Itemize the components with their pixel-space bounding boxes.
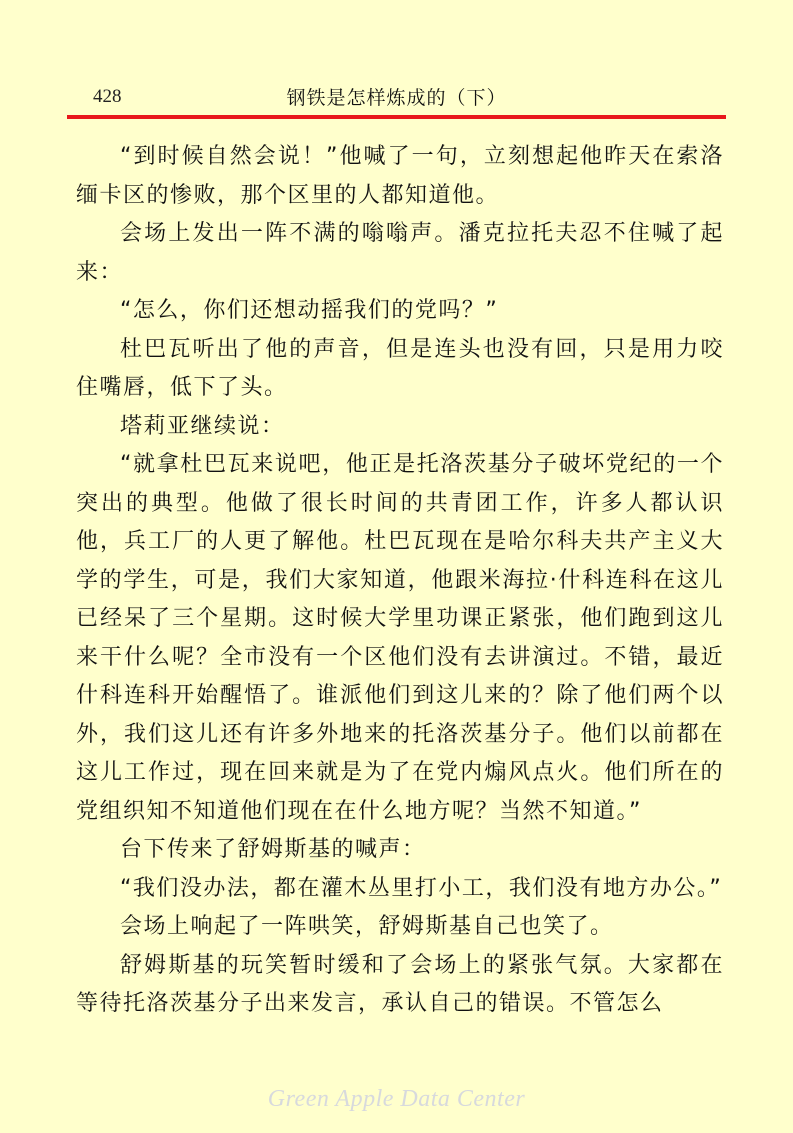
paragraph: 塔莉亚继续说： (120, 413, 285, 439)
running-title: 钢铁是怎样炼成的（下） (286, 87, 507, 109)
paragraph: 会场上响起了一阵哄笑，舒姆斯基自己也笑了。 (120, 914, 614, 939)
paragraph: “就拿杜巴瓦来说吧，他正是托洛茨基分子破坏党纪的一个突出的典型。他做了很长时间的共青团工作，许多人都认识他，兵工厂的人更了解他。杜巴瓦现在是哈尔科夫共产主义大学的学生，可是，我们大家知道，他跟米海拉·什科连科在这儿已经呆了三个星期。这时候大学里功课正紧张，他们跑到这儿来干什么呢？全市没有一个区他们没有去讲演过。不错，最近什科连科开始醒悟了。谁派他们到这儿来的？除了他们两个以外，我们这儿还有许多外地来的托洛茨基分子。他们以前都在这儿工作过，现在回来就是为了在党内煽风点火。他们所在的党组织知不知道他们现在在什么地方呢？当然不知道。” (76, 452, 724, 824)
header-rule (67, 115, 726, 119)
paragraph: 杜巴瓦听出了他的声音，但是连头也没有回，只是用力咬住嘴唇，低下了头。 (76, 336, 724, 400)
paragraph: “到时候自然会说！”他喊了一句，立刻想起他昨天在索洛缅卡区的惨败，那个区里的人都知道他。 (76, 144, 724, 208)
paragraph: “我们没办法，都在灌木丛里打小工，我们没有地方办公。” (120, 875, 723, 901)
paragraph: 舒姆斯基的玩笑暂时缓和了会场上的紧张气氛。大家都在等待托洛茨基分子出来发言，承认自己的错误。不管怎么 (76, 952, 724, 1016)
paragraph: 会场上发出一阵不满的嗡嗡声。潘克拉托夫忍不住喊了起来： (76, 221, 724, 285)
page-header (67, 80, 726, 116)
watermark: Green Apple Data Center (267, 1086, 526, 1112)
page-number: 428 (93, 86, 122, 107)
paragraph: “怎么，你们还想动摇我们的党吗？” (120, 298, 499, 323)
paragraph: 台下传来了舒姆斯基的喊声： (120, 837, 426, 862)
body-text (76, 138, 724, 1024)
